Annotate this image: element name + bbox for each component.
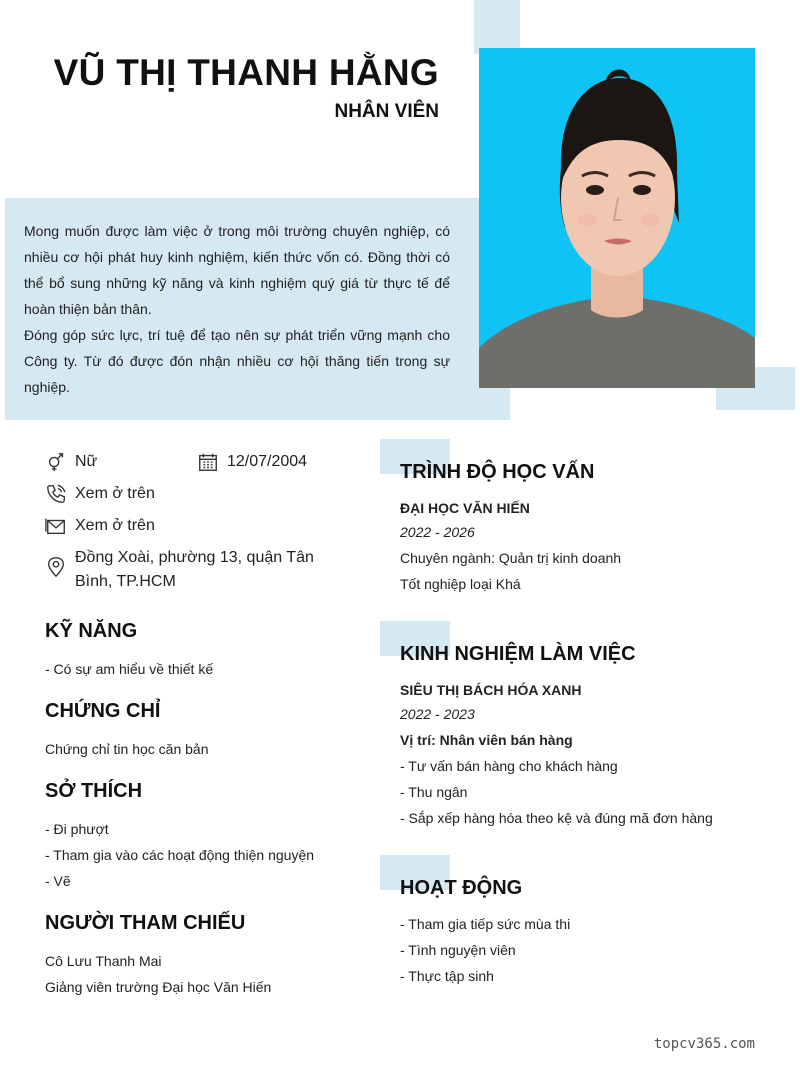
gender-icon	[45, 451, 67, 473]
calendar-icon	[197, 451, 219, 473]
references-title: NGƯỜI THAM CHIẾU	[45, 912, 246, 934]
education-major: Chuyên ngành: Quản trị kinh doanh	[400, 550, 622, 566]
skills-list	[45, 656, 213, 682]
school-name: ĐẠI HỌC VĂN HIẾN	[400, 500, 530, 516]
duty-item: - Tư vấn bán hàng cho khách hàng	[400, 758, 618, 774]
duty-item: - Thu ngân	[400, 784, 468, 800]
experience-details	[400, 677, 713, 831]
address-value: Đồng Xoài, phường 13, quận Tân Bình, TP.HCM	[75, 549, 314, 590]
watermark: topcv365.com	[653, 1036, 755, 1052]
skill-item: - Có sự am hiểu về thiết kế	[45, 661, 214, 677]
activity-item: - Tình nguyện viên	[400, 942, 516, 958]
activities-list	[400, 911, 570, 989]
envelope-icon	[45, 515, 67, 537]
hobby-item: - Vẽ	[45, 873, 71, 889]
hobbies-title: SỞ THÍCH	[45, 780, 143, 802]
gender-value: Nữ	[75, 453, 98, 470]
reference-item: Cô Lưu Thanh Mai	[45, 953, 162, 969]
profile-photo	[479, 48, 755, 388]
duty-item: - Sắp xếp hàng hóa theo kệ và đúng mã đơn hàng	[400, 810, 713, 826]
certificate-item: Chứng chỉ tin học căn bản	[45, 741, 209, 757]
map-pin-icon	[45, 556, 67, 578]
hobby-item: - Tham gia vào các hoạt động thiện nguyện	[45, 847, 315, 863]
career-objective	[5, 198, 510, 420]
experience-position: Vị trí: Nhân viên bán hàng	[400, 732, 573, 748]
skills-title: KỸ NĂNG	[45, 620, 138, 642]
reference-item: Giảng viên trường Đại học Văn Hiến	[45, 979, 272, 995]
objective-paragraph: Đóng góp sức lực, trí tuệ để tạo nên sự phát triển vững mạnh cho Công ty. Từ đó được đón nhận nhiều cơ hội thăng tiến trong sự nghiệp.	[24, 327, 450, 395]
address-row	[45, 546, 355, 594]
birthday-row	[197, 450, 307, 474]
company-name: SIÊU THỊ BÁCH HÓA XANH	[400, 682, 582, 698]
job-title: NHÂN VIÊN	[334, 101, 439, 122]
portrait-illustration	[479, 48, 755, 388]
education-details	[400, 495, 621, 597]
birthday-value: 12/07/2004	[227, 453, 308, 470]
education-period: 2022 - 2026	[400, 524, 475, 540]
email-row	[45, 514, 155, 538]
activities-title: HOẠT ĐỘNG	[400, 877, 523, 899]
decor-square-top	[474, 0, 520, 54]
phone-row	[45, 482, 155, 506]
phone-value: Xem ở trên	[75, 485, 155, 502]
candidate-name: VŨ THỊ THANH HẰNG	[53, 52, 439, 93]
email-value: Xem ở trên	[75, 517, 155, 534]
certificates-title: CHỨNG CHỈ	[45, 700, 161, 722]
activity-item: - Thực tập sinh	[400, 968, 494, 984]
education-title: TRÌNH ĐỘ HỌC VẤN	[400, 461, 595, 483]
references-list	[45, 948, 271, 1000]
phone-icon	[45, 483, 67, 505]
experience-period: 2022 - 2023	[400, 706, 475, 722]
gender-row	[45, 450, 97, 474]
experience-title: KINH NGHIỆM LÀM VIỆC	[400, 643, 636, 665]
objective-paragraph: Mong muốn được làm việc ở trong môi trường chuyên nghiệp, có nhiều cơ hội phát huy kinh nghiệm, kiến thức vốn có. Đồng thời có thể bổ sung những kỹ năng và kinh nghiệm quý giá từ thực tế để hoàn thiện bản thân.	[24, 223, 450, 317]
hobby-item: - Đi phượt	[45, 821, 109, 837]
hobbies-list	[45, 816, 314, 894]
certificates-list	[45, 736, 208, 762]
education-result: Tốt nghiệp loại Khá	[400, 576, 521, 592]
activity-item: - Tham gia tiếp sức mùa thi	[400, 916, 571, 932]
